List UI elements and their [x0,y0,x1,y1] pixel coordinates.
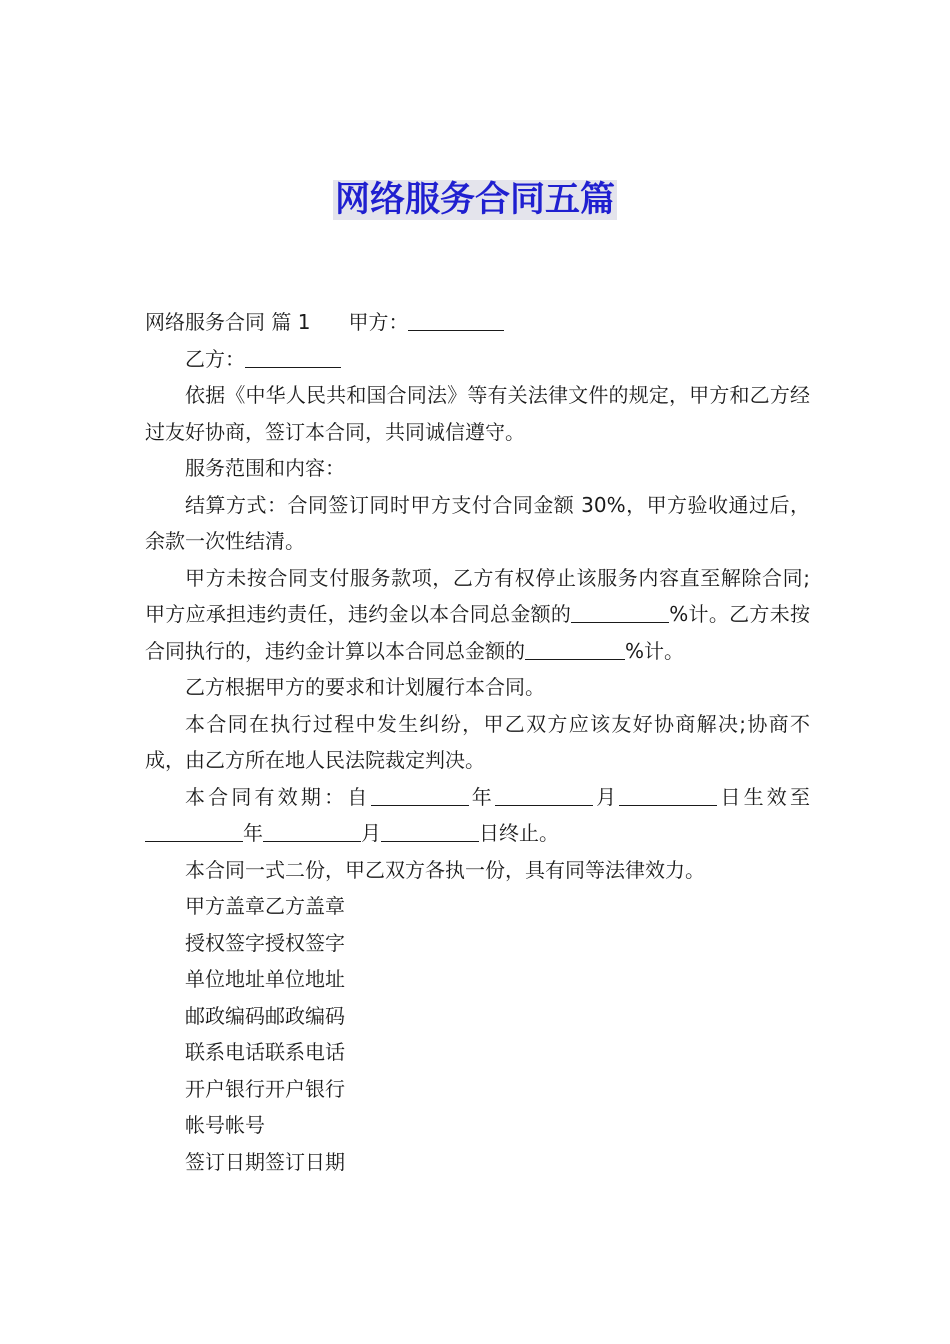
breach-b-text: 乙方未按合同执行的，违约金计算以本合同总金额的 [145,602,811,663]
breach-a-text: 甲方未按合同支付服务款项，乙方有权停止该服务内容直至解除合同;甲方应承担违约责任，违约金以本合同总金额的 [145,565,810,626]
validity-paragraph [145,779,810,852]
scope-paragraph: 服务范围和内容： [185,456,345,480]
validity-month-blank-1 [495,783,593,806]
validity-year-1: 年 [468,784,495,809]
sign-line-postcode: 邮政编码邮政编码 [185,1003,345,1028]
sign-line-account: 帐号帐号 [185,1113,265,1137]
party-a-label: 甲方： [348,310,409,334]
sign-line-phone: 联系电话联系电话 [185,1040,345,1064]
validity-month-1: 月 [592,784,620,809]
perform-paragraph: 乙方根据甲方的要求和计划履行本合同。 [185,675,545,699]
validity-year-blank-2 [145,819,243,842]
breach-a-suffix: %计。 [669,602,730,626]
sign-line-signature: 授权签字授权签字 [185,930,345,955]
party-b-label: 乙方： [185,346,245,371]
copies-paragraph: 本合同一式二份，甲乙双方各执一份，具有同等法律效力。 [185,857,705,882]
breach-a-blank [571,600,669,623]
validity-day-blank-2 [381,819,479,842]
contract-heading: 网络服务合同 篇 1 [145,310,311,334]
document-title-text: 网络服务合同五篇 [334,180,615,220]
sign-line-address: 单位地址单位地址 [185,967,345,991]
contract-heading-line [145,304,810,341]
validity-year-blank-1 [371,783,469,806]
validity-month-blank-2 [263,819,361,842]
validity-day-1: 日生效至 [717,784,810,809]
sign-line-seal: 甲方盖章乙方盖章 [185,894,345,918]
breach-b-blank [525,637,625,660]
validity-day-2: 日终止。 [479,821,559,845]
intro-paragraph: 依据《中华人民共和国合同法》等有关法律文件的规定，甲方和乙方经过友好协商，签订本合同，共同诚信遵守。 [145,383,810,444]
validity-year-2: 年 [243,821,263,845]
party-b-line [145,341,810,378]
sign-line-date: 签订日期签订日期 [185,1149,345,1174]
settlement-paragraph: 结算方式：合同签订同时甲方支付合同金额 30%，甲方验收通过后，余款一次性结清。 [145,492,810,553]
dispute-paragraph: 本合同在执行过程中发生纠纷，甲乙双方应该友好协商解决;协商不成，由乙方所在地人民法院裁定判决。 [145,711,810,772]
party-a-blank [408,308,504,331]
party-b-blank [245,345,341,368]
breach-b-suffix: %计。 [625,638,685,663]
validity-month-2: 月 [361,821,381,845]
document-title [0,176,950,224]
contract-body [145,304,810,1180]
breach-paragraph [145,560,810,670]
validity-day-blank-1 [619,783,717,806]
validity-prefix: 本合同有效期：自 [185,784,371,809]
sign-line-bank: 开户银行开户银行 [185,1076,345,1101]
